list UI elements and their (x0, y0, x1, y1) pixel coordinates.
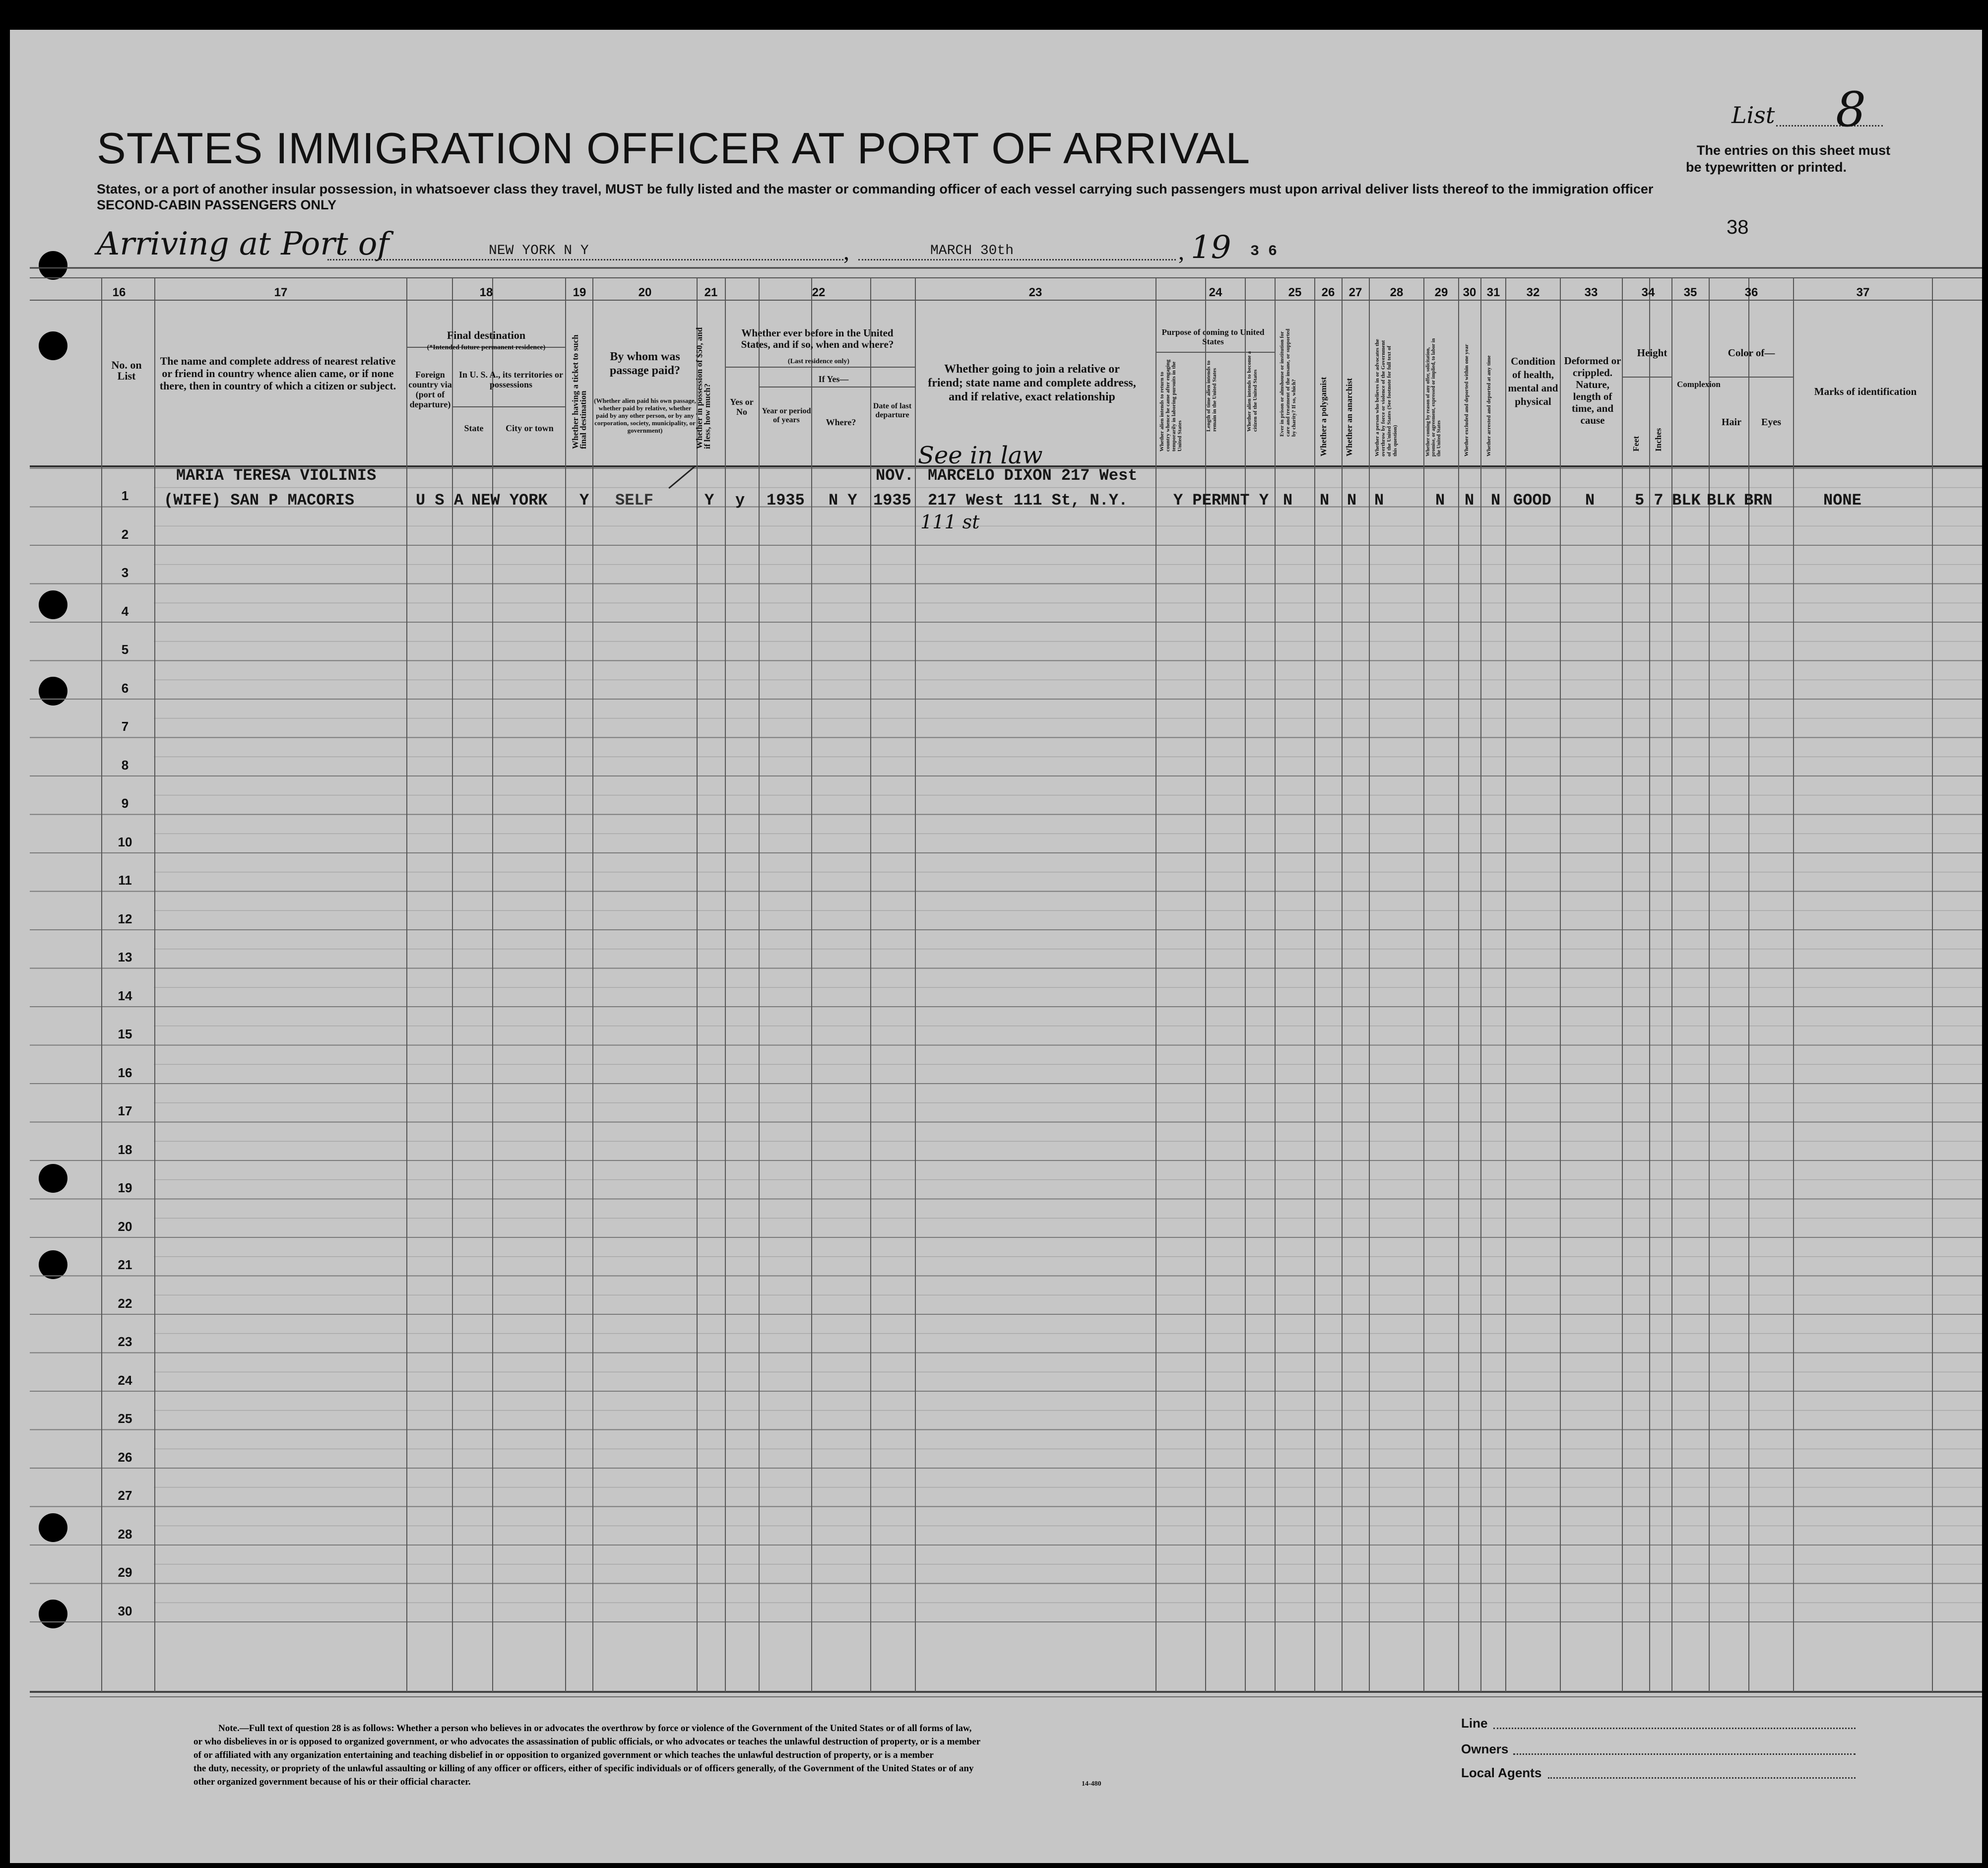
state-header: State (464, 423, 484, 433)
ticket-value: Y (579, 491, 589, 510)
agents-label: Local Agents (1461, 1765, 1542, 1780)
column-number: 16 (112, 286, 126, 299)
polygamist-value: N (1320, 491, 1330, 510)
column-number: 32 (1526, 286, 1540, 299)
before-yes-no: y (735, 491, 745, 510)
paid-by-value: SELF (615, 491, 653, 510)
foreign-country-header: Foreign country via (port of departure) (408, 370, 452, 409)
entries-note: The entries on this sheet must (1697, 143, 1891, 158)
form-number: 14-480 (1082, 1780, 1101, 1788)
column-31-header: Whether arrested and deported at any time (1486, 355, 1492, 456)
row-number: 10 (118, 834, 132, 849)
column-25-header: Ever in prison or almshouse or institution for care and treatment of the insane, or supported by charity? If so, which? (1279, 328, 1297, 437)
relative-address: (WIFE) SAN P MACORIS (164, 491, 355, 510)
row-number: 1 (121, 488, 129, 503)
row-number: 12 (118, 911, 132, 926)
last-departure-year: 1935 (873, 491, 911, 510)
anarchist-value: N (1347, 491, 1357, 510)
height-value: 5 7 (1635, 491, 1664, 510)
column-number: 25 (1288, 286, 1302, 299)
eyes-header: Eyes (1761, 417, 1781, 428)
feet-header: Feet (1631, 436, 1641, 451)
column-20-subheader: (Whether alien paid his own passage, whether paid by relative, whether paid by any other person, or by any corporation, society, municipality, or government) (594, 397, 696, 434)
footnote-line: or who disbelieves in or is opposed to organized government, or who advocates the assassination of public officials, or who advocates or teaches the unlawful destruction of property, or is a member (193, 1737, 981, 1747)
column-number: 29 (1434, 286, 1448, 299)
purpose-value: Y PERMNT Y (1173, 491, 1269, 510)
row-number: 14 (118, 988, 132, 1003)
question-31-value: N (1491, 491, 1501, 510)
column-35-header: Complexion (1677, 380, 1721, 389)
agents-field (1548, 1777, 1856, 1779)
footnote-line: of or affiliated with any organization entertaining and teaching disbelief in or opposition to organized government or which teaches the unlawful destruction of property, or is a member (193, 1750, 934, 1760)
row-number: 25 (118, 1411, 132, 1426)
column-20-header: By whom was passage paid? (609, 350, 681, 377)
row-number: 24 (118, 1372, 132, 1388)
row-number: 18 (118, 1142, 132, 1157)
row-number: 11 (118, 873, 132, 888)
column-28-header: Whether a person who believes in or advocates the overthrow by force or violence of the Government of the United States (See footnote for full text of this question) (1374, 339, 1398, 456)
column-21-header: Whether in possession of $50, and if less, how much? (695, 327, 712, 449)
row-number: 5 (121, 642, 129, 657)
deformed-value: N (1585, 491, 1595, 510)
column-36-header: Color of— (1728, 347, 1775, 359)
line-label: Line (1461, 1716, 1488, 1731)
column-number: 24 (1209, 286, 1222, 299)
handwritten-street: 111 st (920, 511, 980, 533)
handwritten-note: See in law (918, 442, 1043, 469)
column-24c-header: Whether alien intends to become a citizen of the United States (1246, 351, 1258, 432)
column-24a-header: Whether alien intends to return to country whence he came after engaging temporarily in laboring pursuits in the United States (1159, 359, 1183, 451)
column-number: 17 (274, 286, 288, 299)
column-26-header: Whether a polygamist (1319, 377, 1328, 456)
column-32-header: Condition of health, mental and physical (1508, 355, 1558, 407)
usa-header: In U. S. A., its territories or possessions (459, 370, 563, 389)
column-number: 36 (1744, 286, 1758, 299)
column-number: 34 (1641, 286, 1655, 299)
before-year: 1935 (767, 491, 805, 510)
year-period-header: Year or period of years (762, 407, 811, 424)
row-number: 16 (118, 1065, 132, 1080)
footnote (193, 1722, 1161, 1789)
instruction-line: States, or a port of another insular possession, in whatsoever class they travel, MUST be fully listed and the master or commanding officer of each vessel carrying such passengers must upon arrival deliver lists thereof to the immigration officer (97, 182, 1654, 196)
column-23-header: Whether going to join a relative or friend; state name and complete address, and if relative, exact relationship (928, 363, 1136, 403)
owners-field (1513, 1753, 1856, 1755)
column-33-header: Deformed or crippled. Nature, length of time, and cause (1564, 355, 1621, 426)
inches-header: Inches (1654, 428, 1663, 451)
row-number: 3 (121, 565, 129, 580)
page-title: STATES IMMIGRATION OFFICER AT PORT OF ARRIVAL (97, 124, 1251, 173)
owners-label: Owners (1461, 1741, 1509, 1756)
hair-header: Hair (1722, 417, 1741, 428)
column-number: 22 (812, 286, 826, 299)
city-header: City or town (506, 423, 554, 433)
column-19-header: Whether having a ticket to such final destination (571, 334, 588, 449)
row-number: 28 (118, 1526, 132, 1542)
comma-mark: , (1178, 239, 1184, 265)
row-number: 27 (118, 1488, 132, 1503)
row-number: 8 (121, 757, 129, 773)
column-number: 37 (1856, 286, 1870, 299)
column-number: 30 (1463, 286, 1476, 299)
row-number: 6 (121, 680, 129, 696)
column-number: 18 (479, 286, 493, 299)
entries-note: be typewritten or printed. (1686, 160, 1847, 175)
row-number: 17 (118, 1103, 132, 1118)
question-30-value: N (1465, 491, 1475, 510)
row-number: 19 (118, 1180, 132, 1195)
column-number: 26 (1321, 286, 1335, 299)
marks-value: NONE (1823, 491, 1861, 510)
column-22-subheader: (Last residence only) (787, 358, 850, 365)
column-number: 27 (1348, 286, 1362, 299)
row-number: 21 (118, 1257, 132, 1272)
year-suffix: 3 6 (1250, 243, 1278, 260)
column-27-header: Whether an anarchist (1345, 378, 1354, 456)
row-number: 4 (121, 603, 129, 619)
before-where: N Y (829, 491, 857, 510)
last-departure-month: NOV. (876, 466, 914, 485)
last-departure-header: Date of last departure (873, 402, 912, 419)
column-18-subheader: (*Intended future permanent residence) (427, 344, 546, 351)
question-28-value: N (1374, 491, 1384, 510)
column-30-header: Whether excluded and deported within one year (1464, 344, 1470, 456)
column-17-header: The name and complete address of nearest relative or friend in country whence alien came, or if none there, then in country of which a citizen or subject. (159, 355, 396, 392)
cabin-class-label: SECOND-CABIN PASSENGERS ONLY (97, 197, 337, 212)
column-29-header: Whether coming by reason of any offer, solicitation, promise, or agreement, expressed or implied, to labor in the United States (1425, 338, 1442, 456)
arrival-port: NEW YORK N Y (489, 243, 589, 258)
footnote-line: Note.—Full text of question 28 is as follows: Whether a person who believes in or advocates the overthrow by force or violence of the Government of the United States or of all forms of law, (218, 1723, 972, 1734)
column-37-header: Marks of identification (1814, 386, 1917, 397)
column-18-header: Final destination (447, 329, 526, 341)
column-22-header: Whether ever before in the United States, and if so, when and where? (741, 327, 894, 350)
arriving-label: Arriving at Port of (97, 226, 389, 262)
row-number: 20 (118, 1219, 132, 1234)
comma-mark: , (843, 239, 849, 265)
column-number: 33 (1584, 286, 1598, 299)
where-header: Where? (826, 417, 856, 427)
row-number: 7 (121, 719, 129, 734)
complexion-value: BLK (1672, 491, 1701, 510)
list-label: List (1731, 102, 1775, 129)
yes-no-header: Yes or No (730, 397, 754, 417)
column-number: 28 (1390, 286, 1404, 299)
possession-value: Y (705, 491, 714, 510)
line-field (1493, 1728, 1856, 1729)
row-number: 15 (118, 1027, 132, 1041)
row-number: 30 (118, 1603, 132, 1618)
row-number: 29 (118, 1565, 132, 1580)
column-24b-header: Length of time alien intends to remain in the United States (1206, 360, 1218, 432)
no-on-list-header: No. on List (111, 359, 142, 382)
eyes-value: BRN (1744, 491, 1773, 510)
if-yes-header: If Yes— (818, 374, 849, 384)
hair-value: BLK (1707, 491, 1735, 510)
row-number: 26 (118, 1449, 132, 1465)
health-value: GOOD (1513, 491, 1551, 510)
column-number: 31 (1486, 286, 1500, 299)
footnote-line: other organized government because of his or their official character. (193, 1777, 471, 1787)
prison-value: N (1283, 491, 1293, 510)
column-24-header: Purpose of coming to United States (1161, 327, 1265, 346)
column-number: 23 (1028, 286, 1042, 299)
join-relative-line2: 217 West 111 St, N.Y. (928, 491, 1128, 510)
column-number: 20 (638, 286, 652, 299)
arrival-date: MARCH 30th (930, 243, 1014, 258)
row-number: 9 (121, 796, 129, 811)
question-29-value: N (1435, 491, 1445, 510)
column-number: 19 (573, 286, 586, 299)
column-number: 35 (1683, 286, 1697, 299)
sheet-number: 38 (1727, 216, 1749, 238)
year-prefix: 19 (1191, 229, 1231, 266)
column-34-header: Height (1637, 347, 1667, 359)
list-number: 8 (1836, 82, 1866, 137)
destination-city: NEW YORK (471, 491, 548, 510)
row-number: 23 (118, 1334, 132, 1349)
row-number: 2 (121, 526, 129, 542)
join-relative-line1: MARCELO DIXON 217 West (928, 466, 1138, 485)
destination-state: U S A (416, 491, 464, 510)
footnote-line: the duty, necessity, or propriety of the unlawful assaulting or killing of any officer or officers, either of specific individuals or of officers generally, of the Government of the United States or of any (193, 1763, 974, 1774)
row-number: 13 (118, 950, 132, 965)
row-number: 22 (118, 1295, 132, 1311)
column-number: 21 (704, 286, 718, 299)
relative-name: MARIA TERESA VIOLINIS (176, 466, 377, 485)
